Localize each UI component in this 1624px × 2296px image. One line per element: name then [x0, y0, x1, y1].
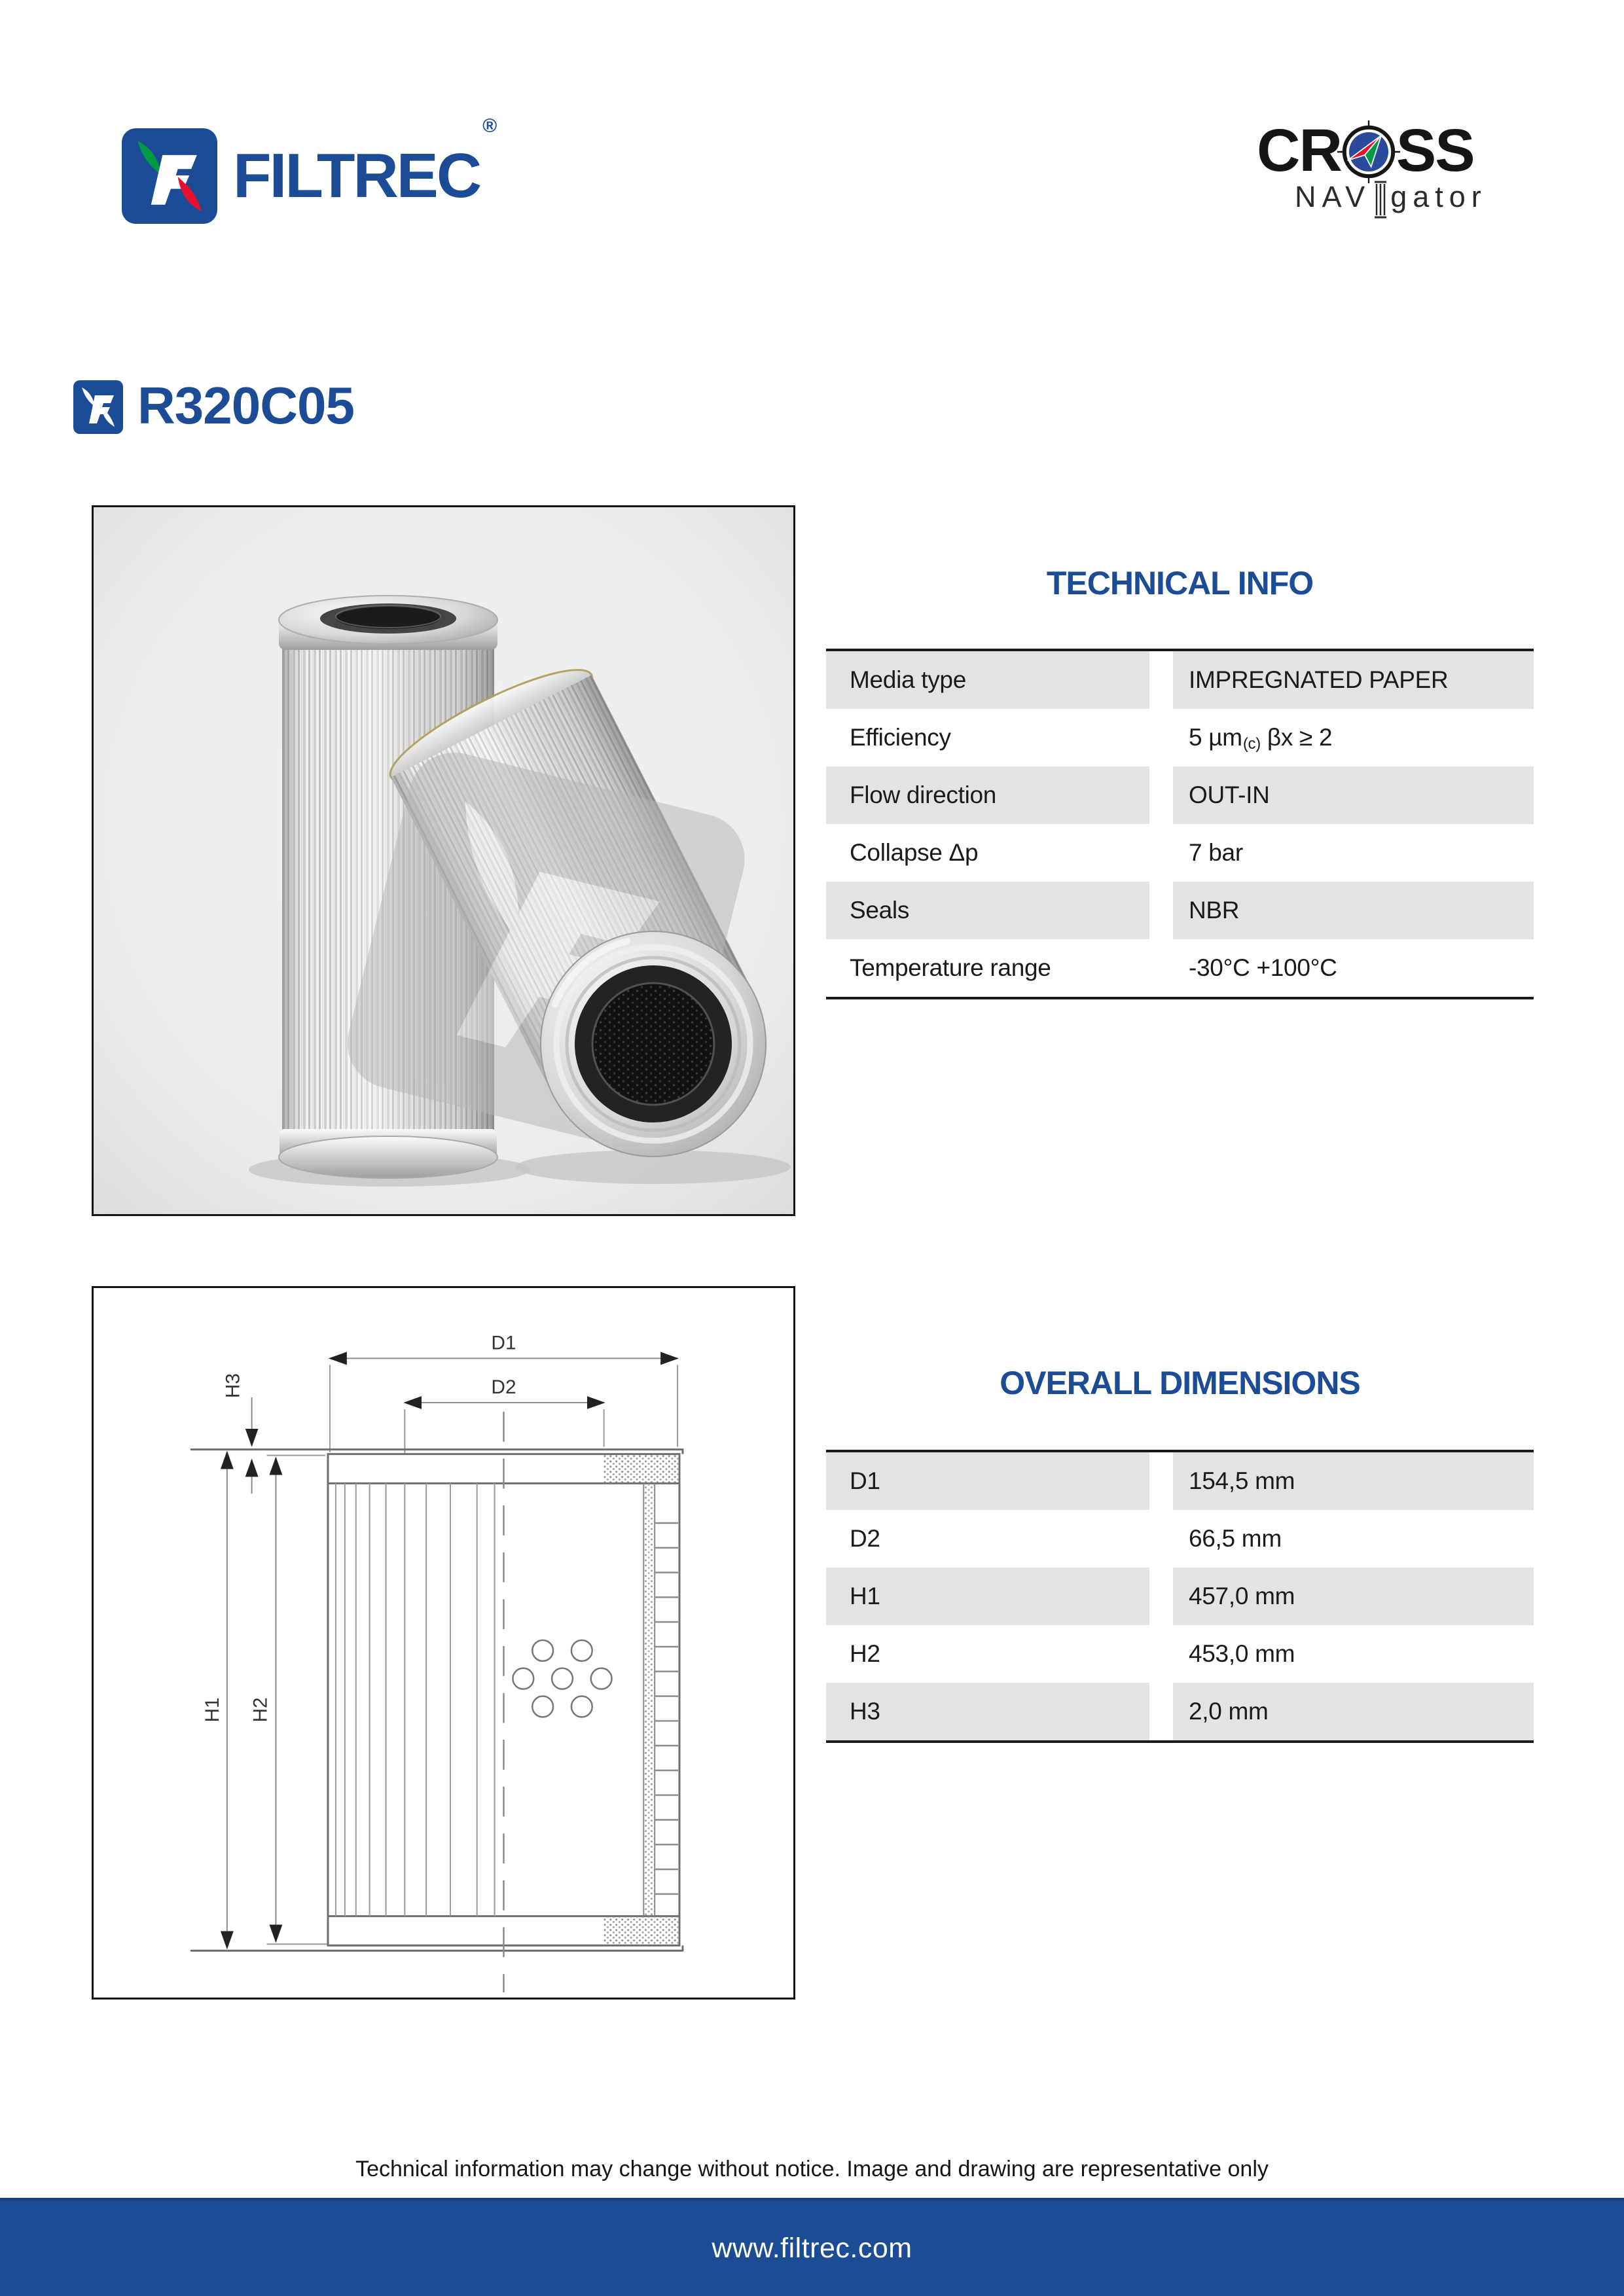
column-gap: [1149, 882, 1173, 939]
disclaimer-text: Technical information may change without notice. Image and drawing are representative only: [355, 2157, 1269, 2181]
cross-text-right: SS: [1396, 117, 1474, 184]
spec-label: Flow direction: [826, 766, 1149, 824]
cross-logo-top-row: [1257, 119, 1519, 182]
spec-label: Seals: [826, 882, 1149, 939]
column-icon: [1373, 181, 1388, 219]
spec-label: Temperature range: [850, 954, 1051, 981]
dim-label-h3: H3: [222, 1373, 244, 1399]
efficiency-subscript: (c): [1242, 735, 1261, 753]
product-code-row: [73, 377, 354, 437]
column-gap: [1149, 766, 1173, 824]
dim-name: D1: [826, 1452, 1149, 1510]
table-row: [826, 709, 1534, 766]
cross-navigator-logo: [1257, 119, 1519, 216]
dim-label-h2: H2: [249, 1697, 272, 1723]
spec-value: -30°C +100°C: [1189, 954, 1337, 981]
cross-logo-bottom-row: [1295, 178, 1519, 216]
dim-name: H2: [850, 1640, 880, 1667]
table-row: [826, 939, 1534, 997]
table-row: [826, 766, 1534, 824]
technical-info-title: TECHNICAL INFO: [1046, 565, 1314, 601]
dim-value: 453,0 mm: [1189, 1640, 1295, 1667]
column-gap: [1149, 1452, 1173, 1510]
column-gap: [1149, 651, 1173, 709]
column-gap: [1149, 824, 1173, 882]
spec-label: Collapse Δp: [850, 839, 979, 866]
brand-wordmark: FILTREC®: [233, 115, 496, 211]
filter-lying-face: [541, 931, 766, 1157]
dim-name: D2: [850, 1525, 880, 1552]
table-row: [826, 882, 1534, 939]
table-row: [826, 1625, 1534, 1683]
dim-value: 66,5 mm: [1189, 1525, 1282, 1552]
table-row: [826, 1452, 1534, 1510]
product-photo: [94, 507, 793, 1214]
column-gap: [1149, 939, 1173, 997]
dim-name: H3: [826, 1683, 1149, 1740]
table-row: [826, 651, 1534, 709]
product-photo-box: [92, 505, 795, 1216]
spec-value: IMPREGNATED PAPER: [1173, 651, 1534, 709]
spec-label: Efficiency: [850, 724, 951, 751]
table-row: [826, 1683, 1534, 1740]
dim-name: H1: [826, 1568, 1149, 1625]
page-title: R320C05: [137, 376, 355, 435]
dim-label-d1: D1: [491, 1332, 516, 1354]
gator-text: gator: [1390, 180, 1487, 213]
column-gap: [1149, 1625, 1173, 1683]
dim-value: 2,0 mm: [1173, 1683, 1534, 1740]
core-tube-section: [643, 1483, 678, 1916]
overall-dimensions-title: OVERALL DIMENSIONS: [1000, 1365, 1360, 1401]
compass-icon: [1337, 120, 1400, 183]
pleat-lines: [336, 1483, 495, 1916]
spec-value: 5 µm $_{(c)}$ βx ≥ 2: [1189, 724, 1333, 753]
column-gap: [1149, 709, 1173, 766]
table-row: [826, 1510, 1534, 1568]
column-gap: [1149, 1510, 1173, 1568]
hole-pattern: [513, 1640, 611, 1717]
cap-hatch-bottom: [604, 1917, 679, 1945]
dim-label-h1: H1: [201, 1697, 223, 1723]
spec-value: OUT-IN: [1173, 766, 1534, 824]
registered-mark: ®: [482, 115, 496, 137]
cap-hatch-top: [604, 1455, 679, 1483]
dim-label-d2: D2: [491, 1376, 516, 1399]
product-code-icon: [73, 380, 123, 434]
filtrec-logo: [122, 115, 496, 224]
dim-value: 154,5 mm: [1173, 1452, 1534, 1510]
cross-text-left: CR: [1257, 117, 1341, 184]
technical-drawing-box: [92, 1286, 795, 2000]
technical-info-table: [826, 649, 1534, 999]
filtrec-logo-icon: [122, 128, 217, 224]
footer-bar: [0, 2198, 1624, 2296]
nav-text: NAV: [1295, 180, 1371, 213]
overall-dimensions-table: [826, 1450, 1534, 1743]
website-link[interactable]: www.filtrec.com: [712, 2233, 912, 2264]
spec-value: NBR: [1173, 882, 1534, 939]
column-gap: [1149, 1568, 1173, 1625]
table-row: [826, 1568, 1534, 1625]
dim-value: 457,0 mm: [1173, 1568, 1534, 1625]
technical-drawing: [94, 1288, 793, 1998]
column-gap: [1149, 1683, 1173, 1740]
spec-label: Media type: [826, 651, 1149, 709]
table-row: [826, 824, 1534, 882]
spec-value: 7 bar: [1189, 839, 1243, 866]
